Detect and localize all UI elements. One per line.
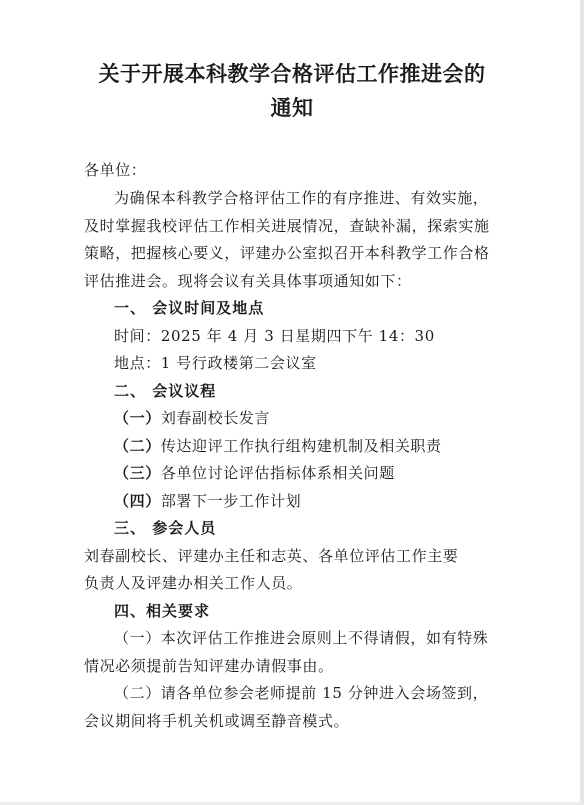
intro-line-4: 评估推进会。现将会议有关具体事项通知如下： [84, 272, 412, 290]
agenda-item [114, 408, 534, 428]
agenda-item-number: （二） [114, 437, 161, 455]
agenda-item [114, 491, 534, 511]
page-edge-shadow [580, 0, 584, 805]
agenda-item-number: （三） [114, 464, 161, 482]
requirement-1-line-1: （一）本次评估工作推进会原则上不得请假，如有特殊 [114, 629, 489, 647]
intro-line-3: 策略，把握核心要义，评建办公室拟召开本科教学工作合格 [84, 244, 490, 262]
notice-title-line-2: 通知 [270, 96, 314, 120]
attendees-line-1: 刘春副校长、评建办主任和志英、各单位评估工作主要 [84, 547, 459, 565]
meeting-place: 地点：1 号行政楼第二会议室 [114, 354, 317, 372]
intro-line-2: 及时掌握我校评估工作相关进展情况，查缺补漏，探索实施 [84, 217, 490, 235]
agenda-item-text: 刘春副校长发言 [160, 409, 271, 427]
agenda-item-number: （一） [114, 409, 161, 427]
section-heading-requirements: 四、相关要求 [114, 602, 211, 620]
agenda-item-text: 各单位讨论评估指标体系相关问题 [160, 464, 395, 482]
agenda-item-text: 传达迎评工作执行组构建机制及相关职责 [160, 437, 442, 455]
agenda-item-number: （四） [114, 492, 161, 510]
attendees-line-2: 负责人及评建办相关工作人员。 [84, 574, 303, 592]
agenda-item [114, 436, 534, 456]
intro-line-1: 为确保本科教学合格评估工作的有序推进、有效实施， [114, 189, 489, 207]
section-heading-time-place: 一、 会议时间及地点 [114, 299, 265, 317]
meeting-time: 时间：2025 年 4 月 3 日星期四下午 14：30 [114, 327, 435, 345]
section-heading-agenda: 二、 会议议程 [114, 382, 217, 400]
agenda-item-text: 部署下一步工作计划 [160, 492, 302, 510]
requirement-2-line-1: （二）请各单位参会老师提前 15 分钟进入会场签到， [114, 684, 489, 702]
notice-title-line-1: 关于开展本科教学合格评估工作推进会的 [98, 62, 486, 86]
requirement-2-line-2: 会议期间将手机关机或调至静音模式。 [84, 712, 350, 730]
agenda-item [114, 463, 534, 483]
section-heading-attendees: 三、 参会人员 [114, 519, 217, 537]
requirement-1-line-2: 情况必须提前告知评建办请假事由。 [84, 657, 334, 675]
salutation: 各单位： [84, 161, 147, 179]
